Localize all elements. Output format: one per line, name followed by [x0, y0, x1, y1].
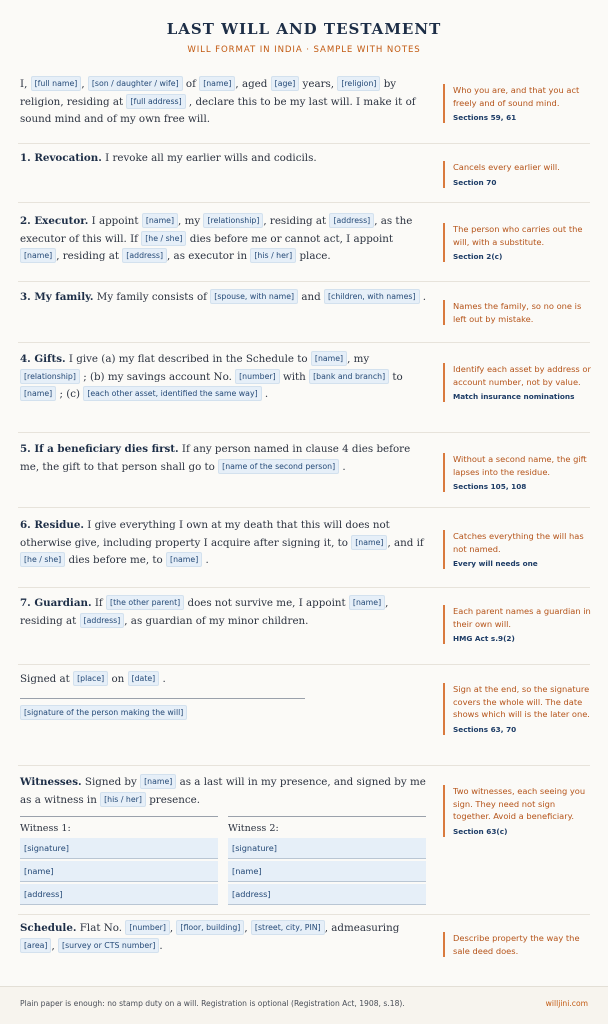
intro-text: , [81, 78, 85, 90]
field-flat-number[interactable]: [number] [125, 920, 170, 935]
field-substitute-address[interactable]: [address] [122, 248, 167, 263]
witness-2-label: Witness 2: [228, 823, 279, 834]
field-testator-name[interactable]: [name] [140, 774, 176, 789]
field-gift-name[interactable]: [name] [311, 351, 347, 366]
clause-text: presence. [149, 793, 200, 806]
intro-text: years, [302, 78, 335, 90]
clause-text: to [392, 370, 403, 383]
witness-1-line [20, 816, 218, 817]
clause-text: . [264, 388, 269, 401]
witness-1-name-field[interactable]: [name] [20, 861, 218, 882]
clause-text: I give (a) my flat described in the Schedule to [68, 353, 308, 365]
note-text: Who you are, and that you act freely and of sound mind. [453, 85, 580, 108]
clause-text: ; (b) my savings account No. [83, 370, 232, 383]
field-other-parent[interactable]: [the other parent] [106, 595, 184, 610]
signing-text: . [162, 673, 166, 685]
section-divider [18, 507, 590, 508]
field-date[interactable]: [date] [128, 671, 160, 686]
note-text: Describe property the way the sale deed does. [453, 933, 580, 956]
intro-text: I, [20, 78, 28, 90]
note-text: Identify each asset by address or account number, not by value. [453, 364, 591, 387]
footer [0, 986, 608, 1024]
clause-text: , [51, 939, 55, 952]
clause-guardian [20, 595, 428, 630]
section-divider [18, 664, 590, 665]
clause-text: If any person named in clause 4 dies before me, the gift to that person shall go to [20, 443, 411, 473]
clause-executor [20, 213, 428, 266]
clause-text: . [205, 554, 209, 567]
witness-2-name-field[interactable]: [name] [228, 861, 426, 882]
clause-text: , residing at [56, 250, 120, 263]
executor-note [443, 223, 591, 262]
clause-text: Flat No. [79, 922, 123, 934]
field-street-city-pin[interactable]: [street, city, PIN] [251, 920, 325, 935]
field-account-number[interactable]: [number] [235, 369, 280, 384]
note-reference: Sections 59, 61 [453, 113, 517, 123]
signing-note [443, 683, 591, 735]
signature-line [20, 698, 305, 699]
footer-note: Plain paper is enough: no stamp duty on a will. Registration is optional (Registration Act, 1908, s.18). [20, 999, 405, 1008]
clause-gifts [20, 351, 428, 404]
field-testator-signature[interactable]: [signature of the person making the will] [20, 705, 187, 720]
clause-text: , [244, 922, 248, 934]
note-text: Sign at the end, so the signature covers the whole will. The date shows which will is the later one. [453, 684, 590, 720]
clause-heading: 2. Executor. [20, 215, 89, 227]
clause-text: My family consists of [96, 291, 207, 303]
field-area[interactable]: [area] [20, 938, 51, 953]
witnesses-note [443, 785, 591, 837]
clause-text: If [94, 597, 103, 609]
field-residue-substitute[interactable]: [name] [166, 552, 202, 567]
note-reference: Match insurance nominations [453, 392, 575, 402]
note-reference: Section 70 [453, 177, 497, 187]
field-spouse[interactable]: [spouse, with name] [210, 289, 298, 304]
intro-text: by religion, residing at [20, 78, 397, 108]
clause-heading: 5. If a beneficiary dies first. [20, 443, 179, 455]
header [0, 20, 608, 55]
clause-text: . [159, 939, 163, 952]
clause-heading: 6. Residue. [20, 519, 84, 531]
clause-text: , my [347, 353, 370, 365]
field-survey-number[interactable]: [survey or CTS number] [58, 938, 159, 953]
section-divider [18, 342, 590, 343]
signature-row [20, 705, 428, 723]
note-text: Names the family, so no one is left out by mistake. [453, 301, 582, 324]
gifts-note [443, 363, 591, 402]
field-he-she[interactable]: [he / she] [141, 231, 186, 246]
clause-text: dies before me or cannot act, I appoint [189, 232, 394, 245]
clause-text: I appoint [91, 215, 139, 227]
page-title: LAST WILL AND TESTAMENT [166, 20, 442, 38]
clause-text: , my [178, 215, 201, 227]
section-divider [18, 587, 590, 588]
revocation-note [443, 161, 591, 188]
field-guardian-name[interactable]: [name] [349, 595, 385, 610]
signing-block [20, 671, 428, 689]
field-executor-name[interactable]: [name] [142, 213, 178, 228]
intro-text: , aged [235, 78, 268, 90]
clause-text: , residing at [20, 597, 389, 627]
schedule-paragraph [20, 920, 428, 955]
field-children[interactable]: [children, with names] [324, 289, 420, 304]
section-divider [18, 765, 590, 766]
note-reference: Sections 63, 70 [453, 724, 517, 734]
beneficiary-note [443, 453, 591, 492]
note-reference: Sections 105, 108 [453, 482, 527, 492]
note-reference: Section 2(c) [453, 252, 503, 262]
clause-heading: 3. My family. [20, 291, 94, 303]
clause-text: and [301, 291, 321, 303]
family-note [443, 300, 591, 325]
witness-2-block [228, 816, 426, 907]
field-residue-name[interactable]: [name] [351, 535, 387, 550]
field-his-her[interactable]: [his / her] [250, 248, 296, 263]
witness-2-signature-field[interactable]: [signature] [228, 838, 426, 859]
field-other-asset[interactable]: [each other asset, identified the same way] [83, 386, 261, 401]
clause-text: , [169, 922, 174, 934]
field-name[interactable]: [name] [199, 76, 235, 91]
clause-revocation [20, 150, 428, 168]
clause-residue [20, 517, 428, 570]
witness-2-line [228, 816, 426, 817]
field-second-person[interactable]: [name of the second person] [218, 459, 339, 474]
field-full-name[interactable]: [full name] [31, 76, 82, 91]
signing-text: Signed at [20, 673, 70, 685]
residue-note [443, 530, 591, 569]
witness-1-signature-field[interactable]: [signature] [20, 838, 218, 859]
field-account-beneficiary[interactable]: [name] [20, 386, 56, 401]
clause-text: I revoke all my earlier wills and codicils. [105, 152, 317, 164]
guardian-note [443, 605, 591, 644]
note-text: Each parent names a guardian in their own will. [453, 606, 591, 629]
clause-text: , as executor in [167, 250, 248, 263]
clause-text: . [342, 460, 346, 473]
field-he-she[interactable]: [he / she] [20, 552, 65, 567]
witness-1-block [20, 816, 218, 907]
clause-text: I give everything I own at my death that this will does not otherwise give, including property I acquire after signing it, to [20, 519, 390, 549]
clause-text: as a last will in my presence, and signed by me as a witness in [20, 776, 426, 806]
field-full-address[interactable]: [full address] [126, 94, 185, 109]
witness-1-label: Witness 1: [20, 823, 71, 834]
clause-text: , as the executor of this will. If [20, 215, 413, 245]
intro-text: of [185, 78, 196, 90]
clause-text: , admeasuring [324, 922, 400, 934]
field-age[interactable]: [age] [271, 76, 300, 91]
clause-heading: 7. Guardian. [20, 597, 92, 609]
clause-text: , and if [387, 536, 424, 549]
clause-text: , residing at [263, 215, 327, 227]
section-divider [18, 202, 590, 203]
clause-text: does not survive me, I appoint [187, 597, 346, 609]
note-text: Two witnesses, each seeing you sign. They need not sign together. Avoid a beneficiary. [453, 786, 586, 822]
field-guardian-address[interactable]: [address] [80, 613, 125, 628]
intro-text: , declare this to be my last will. I make it of sound mind and of my own free will. [20, 95, 416, 126]
note-reference: Every will needs one [453, 559, 538, 569]
section-divider [18, 143, 590, 144]
clause-text: , as guardian of my minor children. [124, 614, 309, 627]
clause-beneficiary-dies [20, 441, 428, 476]
note-reference: Section 63(c) [453, 826, 508, 836]
clause-text: place. [299, 250, 331, 263]
field-his-her[interactable]: [his / her] [100, 792, 146, 807]
note-text: The person who carries out the will, with a substitute. [453, 224, 583, 247]
section-divider [18, 432, 590, 433]
note-text: Catches everything the will has not named. [453, 531, 584, 554]
field-bank-branch[interactable]: [bank and branch] [309, 369, 389, 384]
clause-text: ; (c) [59, 388, 81, 401]
signing-text: on [111, 673, 125, 685]
section-divider [18, 281, 590, 282]
clause-heading: Schedule. [20, 922, 77, 934]
field-floor-building[interactable]: [floor, building] [176, 920, 244, 935]
clause-text: dies before me, to [68, 554, 163, 567]
note-text: Without a second name, the gift lapses into the residue. [453, 454, 587, 477]
note-text: Cancels every earlier will. [453, 162, 560, 172]
clause-heading: Witnesses. [20, 776, 82, 788]
clause-text: Signed by [84, 776, 137, 788]
witness-2-address-field[interactable]: [address] [228, 884, 426, 905]
intro-paragraph [20, 76, 428, 129]
witness-1-address-field[interactable]: [address] [20, 884, 218, 905]
clause-heading: 4. Gifts. [20, 353, 66, 365]
intro-note [443, 84, 591, 123]
footer-site-link[interactable]: willjini.com [545, 999, 588, 1008]
clause-text: . [422, 291, 427, 303]
field-substitute-name[interactable]: [name] [20, 248, 56, 263]
clause-heading: 1. Revocation. [20, 152, 102, 164]
field-executor-address[interactable]: [address] [329, 213, 374, 228]
field-relationship[interactable]: [relationship] [203, 213, 263, 228]
clause-family [20, 289, 428, 307]
field-place[interactable]: [place] [73, 671, 108, 686]
page-subtitle: WILL FORMAT IN INDIA · SAMPLE WITH NOTES [187, 45, 421, 55]
witnesses-paragraph [20, 774, 428, 809]
clause-text: with [282, 370, 306, 383]
field-relation[interactable]: [son / daughter / wife] [88, 76, 183, 91]
field-relationship[interactable]: [relationship] [20, 369, 80, 384]
schedule-note [443, 932, 591, 957]
note-reference: HMG Act s.9(2) [453, 634, 515, 644]
section-divider [18, 914, 590, 915]
field-religion[interactable]: [religion] [337, 76, 380, 91]
